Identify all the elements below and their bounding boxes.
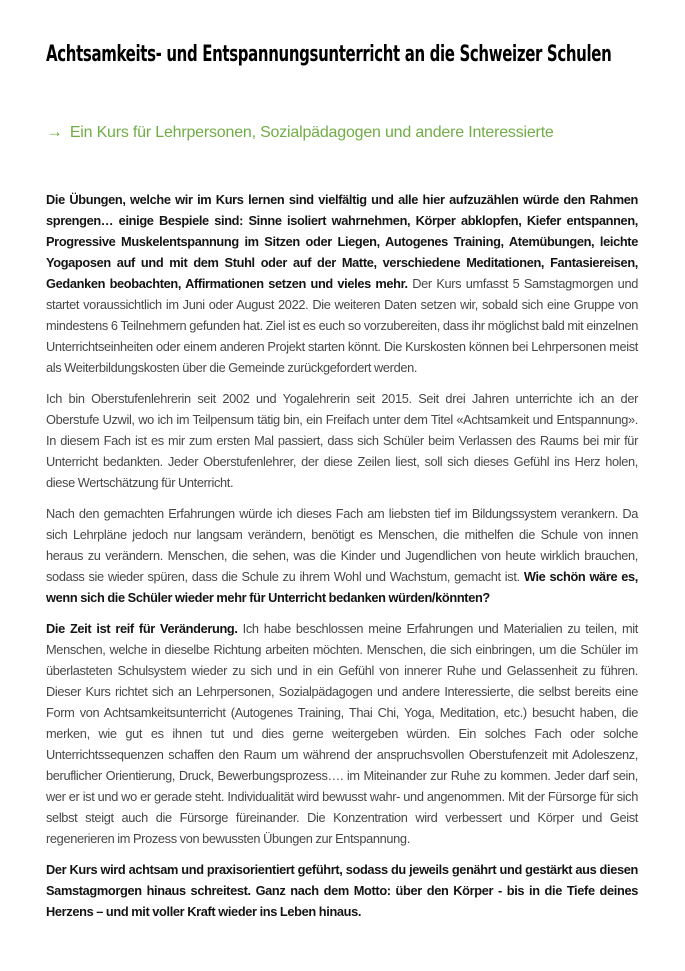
- paragraph: [46, 388, 638, 493]
- bold-text-segment: Die Übungen, welche wir im Kurs lernen sind vielfältig und alle hier aufzuzählen würde den Rahmen sprengen… einige Bespiele sind: Sinne isoliert wahrnehmen, Körper abklopfen, Kiefer entspannen, Progressive Muskelentspannung im Sitzen oder Liegen, Autogenes Training, Atemübungen, leichte Yogaposen auf und mit dem Stuhl oder auf der Matte, verschiedene Meditationen, Fantasiereisen, Gedanken beobachten, Affirmationen setzen und vieles mehr.: [46, 192, 638, 291]
- paragraph: [46, 189, 638, 378]
- paragraph: [46, 503, 638, 608]
- body-paragraphs: [46, 189, 638, 922]
- text-segment: Ich bin Oberstufenlehrerin seit 2002 und Yogalehrerin seit 2015. Seit drei Jahren unterrichte ich an der Oberstufe Uzwil, wo ich im Teilpensum tätig bin, ein Freifach unter dem Titel «Achtsamkeit und Entspannung». In diesem Fach ist es mir zum ersten Mal passiert, dass sich Schüler beim Verlassen des Raums bei mir für Unterricht bedankten. Jeder Oberstufenlehrer, der diese Zeilen liest, soll sich dieses Gefühl ins Herz holen, diese Wertschätzung für Unterricht.: [46, 391, 638, 490]
- text-segment: Der Kurs umfasst 5 Samstagmorgen und startet voraussichtlich im Juni oder August 2022. Die weiteren Daten setzen wir, sobald sich eine Gruppe von mindestens 6 Teilnehmern gefunden hat. Ziel ist es euch so vorzubereiten, dass ihr möglichst bald mit einzelnen Unterrichtseinheiten oder einem anderen Projekt starten könnt. Die Kurskosten können bei Lehrpersonen meist als Weiterbildungskosten über die Gemeinde zurückgefordert werden.: [46, 276, 638, 375]
- right-arrow-icon: →: [46, 122, 63, 141]
- bold-text-segment: Wie schön wäre es, wenn sich die Schüler wieder mehr für Unterricht bedanken würden/könnten?: [46, 569, 639, 605]
- bold-text-segment: Der Kurs wird achtsam und praxisorientiert geführt, sodass du jeweils genährt und gestärkt aus diesen Samstagmorgen hinaus schreitest. Ganz nach dem Motto: über den Körper - bis in die Tiefe deines Herzens – und mit voller Kraft wieder ins Leben hinaus.: [46, 862, 638, 919]
- paragraph: [46, 618, 638, 849]
- page-title: [46, 42, 638, 68]
- bold-text-segment: Die Zeit ist reif für Veränderung.: [46, 621, 238, 636]
- paragraph: [46, 859, 638, 922]
- page-title-text: Achtsamkeits- und Entspannungsunterricht an die Schweizer Schulen: [46, 42, 612, 67]
- course-subtitle: [46, 122, 638, 143]
- text-segment: Ich habe beschlossen meine Erfahrungen und Materialien zu teilen, mit Menschen, welche in dieselbe Richtung arbeiten möchten. Menschen, die sich einbringen, um die Schüler im überlasteten Schulsystem wieder zu sich und in ein Gefühl von innerer Ruhe und Gelassenheit zu führen. Dieser Kurs richtet sich an Lehrpersonen, Sozialpädagogen und andere Interessierte, die selbst bereits eine Form von Achtsamkeitsunterricht (Autogenes Training, Thai Chi, Yoga, Meditation, etc.) besucht haben, die merken, wie gut es ihnen tut und dies gerne weitergeben würden. Ein solches Fach oder solche Unterrichtssequenzen schaffen den Raum um während der anspruchsvollen Oberstufenzeit mit Adoleszenz, beruflicher Orientierung, Druck, Bewerbungsprozess…. im Miteinander zur Ruhe zu kommen. Jeder darf sein, wer er ist und wo er gerade steht. Individualität wird bewusst wahr- und angenommen. Mit der Fürsorge für sich selbst steigt auch die Fürsorge füreinander. Die Konzentration wird verbessert und Körper und Geist regenerieren im Prozess von bewussten Übungen zur Entspannung.: [46, 621, 638, 846]
- course-subtitle-text: Ein Kurs für Lehrpersonen, Sozialpädagogen und andere Interessierte: [69, 124, 554, 141]
- text-segment: Nach den gemachten Erfahrungen würde ich dieses Fach am liebsten tief im Bildungssystem verankern. Da sich Lehrpläne jedoch nur langsam verändern, benötigt es Menschen, die mithelfen die Schule von innen heraus zu verändern. Menschen, die sehen, was die Kinder und Jugendlichen von heute wirklich brauchen, sodass sie wieder spüren, dass die Schule zu ihrem Wohl und Wachstum, gemacht ist.: [46, 506, 638, 584]
